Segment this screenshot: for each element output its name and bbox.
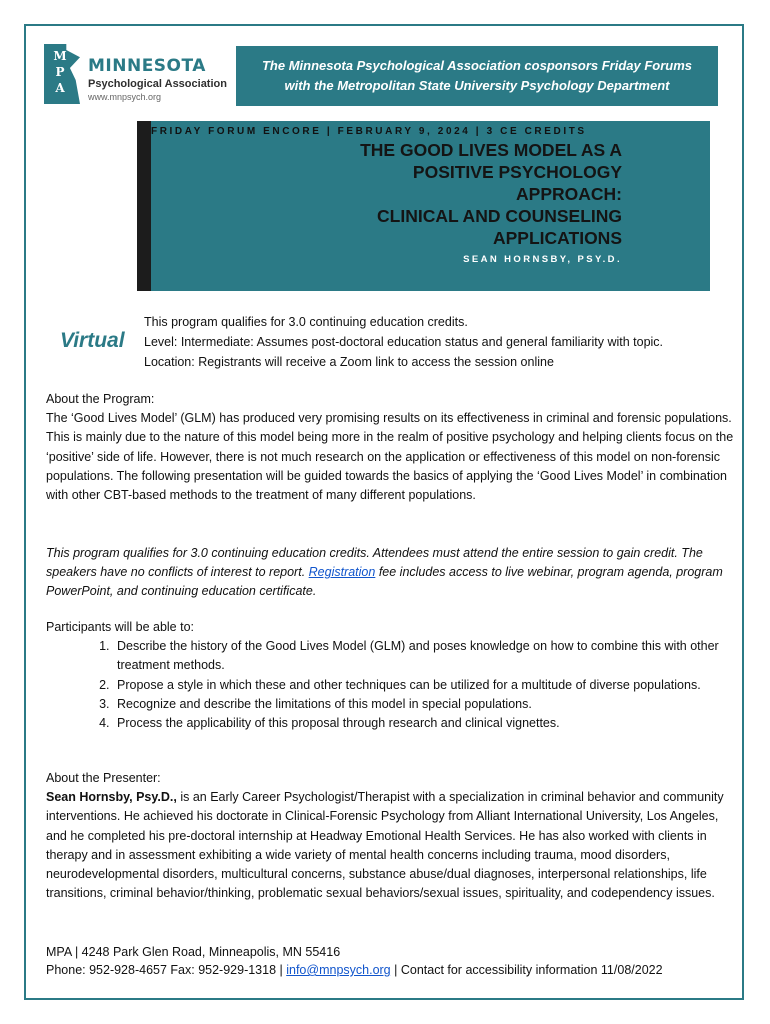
about-program-section — [46, 390, 736, 505]
objectives-section — [46, 618, 736, 733]
virtual-label: Virtual — [60, 329, 125, 352]
footer-address: MPA | 4248 Park Glen Road, Minneapolis, MN 55416 — [46, 945, 341, 959]
cosponsor-line-2: with the Metropolitan State University Psychology Department — [284, 78, 670, 93]
banner-accent-bar — [137, 121, 151, 291]
level-line: Level: Intermediate: Assumes post-doctoral education status and general familiarity with topic. — [144, 335, 664, 349]
ce-credit-line: This program qualifies for 3.0 continuing education credits. — [144, 315, 468, 329]
registration-link[interactable]: Registration — [308, 565, 376, 580]
cosponsor-banner — [236, 46, 718, 106]
presenter-section — [46, 769, 736, 903]
about-program-heading: About the Program: — [46, 392, 155, 406]
logo-url: www.mnpsych.org — [88, 92, 162, 102]
objectives-heading: Participants will be able to: — [46, 620, 194, 634]
footer — [46, 943, 736, 979]
presenter-heading: About the Presenter: — [46, 771, 161, 785]
list-item: 3. Recognize and describe the limitations of this model in special populations. — [113, 695, 736, 714]
format-details — [144, 312, 663, 372]
footer-contact: Phone: 952-928-4657 Fax: 952-929-1318 | info@mnpsych.org | Contact for accessibility information 11/08/2022 — [46, 963, 663, 977]
mpa-logo[interactable] — [44, 44, 234, 108]
email-link[interactable]: info@mnpsych.org — [286, 963, 391, 977]
banner-subheading: FRIDAY FORUM ENCORE | FEBRUARY 9, 2024 | 3 CE CREDITS — [151, 126, 587, 137]
objectives-list — [46, 637, 736, 733]
title-banner — [137, 121, 710, 291]
ce-info-paragraph: This program qualifies for 3.0 continuing education credits. Attendees must attend the entire session to gain credit. The speakers have no conflicts of interest to report. Registration fee includes access to live webinar, program agenda, program PowerPoint, and continuing education certificate. — [46, 546, 723, 599]
about-program-text: The ‘Good Lives Model’ (GLM) has produced very promising results on its effectiveness in criminal and forensic populations. This is mainly due to the nature of this model being more in the realm of positive psychology and helping clients focus on the ‘positive’ side of life. However, there is not much research on the application or effectiveness of this model on non-forensic populations. The following presentation will be guided towards the basics of applying the ‘Good Lives Model’ in combination with other CBT-based methods to the treatment of many different populations. — [46, 411, 734, 503]
logo-letters: M P A — [53, 49, 67, 95]
list-item: 2. Propose a style in which these and other techniques can be utilized for a multitude of diverse populations. — [113, 676, 736, 695]
banner-title: THE GOOD LIVES MODEL AS A POSITIVE PSYCHOLOGY APPROACH: CLINICAL AND COUNSELING APPLICATIONS — [360, 140, 622, 248]
presenter-name: Sean Hornsby, Psy.D., — [46, 790, 177, 805]
presenter-bio: Sean Hornsby, Psy.D., is an Early Career Psychologist/Therapist with a specialization in criminal behavior and community interventions. He achieved his doctorate in Clinical-Forensic Psychology from Alliant International University, Los Angeles, and he completed his pre-doctoral internship at Headway Emotional Health Services. He has also worked with clients in therapy and in assessment exhibiting a wide variety of mental health concerns including trauma, mood disorders, neurodevelopmental disorders, multicultural concerns, substance abuse/dual diagnoses, interpersonal relationships, life transitions, criminal behavior/thinking, problematic sexual behaviors/sexual issues, spirituality, and codependency issues. — [46, 790, 724, 901]
banner-speaker: SEAN HORNSBY, PSY.D. — [463, 254, 622, 265]
logo-subtitle: Psychological Association — [88, 78, 227, 90]
list-item: 1. Describe the history of the Good Lives Model (GLM) and poses knowledge on how to combine this with other treatment methods. — [113, 637, 736, 675]
cosponsor-line-1: The Minnesota Psychological Association cosponsors Friday Forums — [261, 58, 693, 73]
logo-title: MINNESOTA — [88, 56, 206, 76]
location-line: Location: Registrants will receive a Zoom link to access the session online — [144, 355, 554, 369]
list-item: 4. Process the applicability of this proposal through research and clinical vignettes. — [113, 714, 736, 733]
